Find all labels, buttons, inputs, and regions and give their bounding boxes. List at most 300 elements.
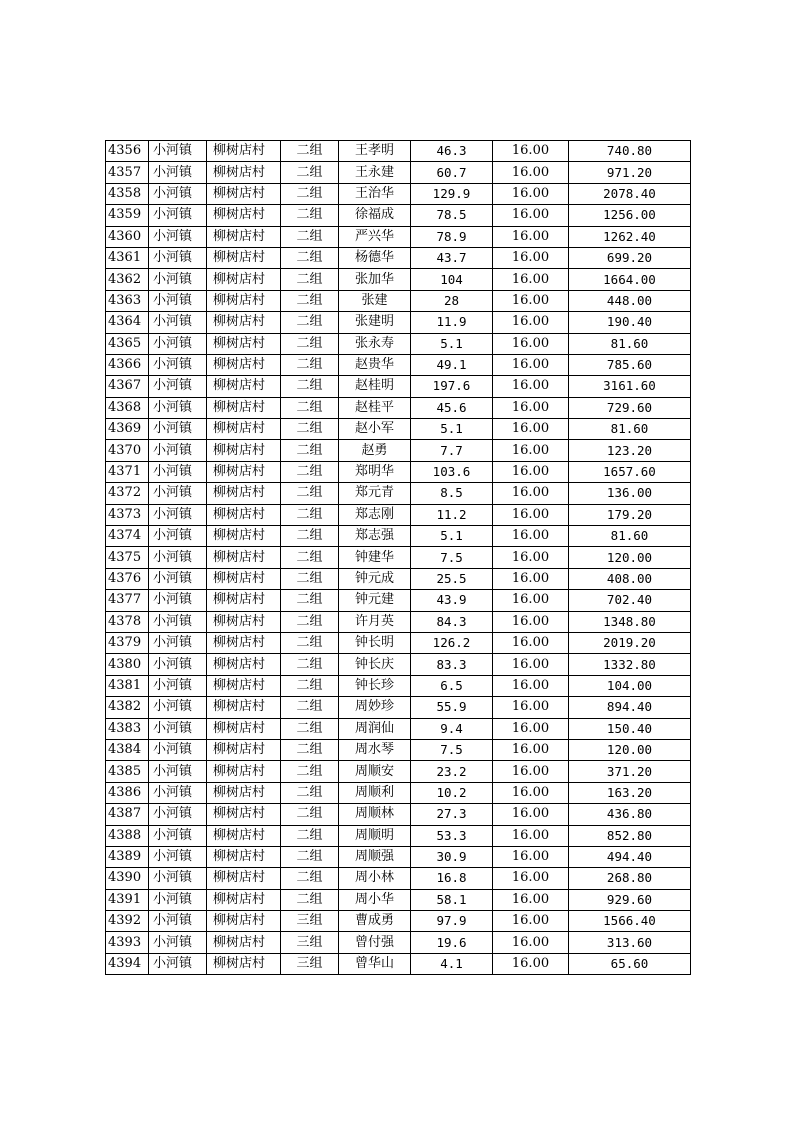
record-id-cell: 4363 xyxy=(106,290,149,311)
amount-cell: 494.40 xyxy=(569,846,691,867)
area-cell: 126.2 xyxy=(411,632,493,653)
town-cell: 小河镇 xyxy=(149,932,207,953)
rate-cell: 16.00 xyxy=(493,568,569,589)
name-cell: 周润仙 xyxy=(339,718,411,739)
area-cell: 25.5 xyxy=(411,568,493,589)
town-cell: 小河镇 xyxy=(149,269,207,290)
group-cell: 二组 xyxy=(281,205,339,226)
group-cell: 二组 xyxy=(281,739,339,760)
area-cell: 19.6 xyxy=(411,932,493,953)
town-cell: 小河镇 xyxy=(149,354,207,375)
rate-cell: 16.00 xyxy=(493,632,569,653)
town-cell: 小河镇 xyxy=(149,419,207,440)
rate-cell: 16.00 xyxy=(493,504,569,525)
area-cell: 84.3 xyxy=(411,611,493,632)
village-cell: 柳树店村 xyxy=(207,354,281,375)
rate-cell: 16.00 xyxy=(493,846,569,867)
table-row xyxy=(106,504,691,525)
record-id-cell: 4394 xyxy=(106,953,149,974)
town-cell: 小河镇 xyxy=(149,761,207,782)
town-cell: 小河镇 xyxy=(149,504,207,525)
record-id-cell: 4384 xyxy=(106,739,149,760)
rate-cell: 16.00 xyxy=(493,911,569,932)
name-cell: 钟长明 xyxy=(339,632,411,653)
area-cell: 11.2 xyxy=(411,504,493,525)
name-cell: 张加华 xyxy=(339,269,411,290)
town-cell: 小河镇 xyxy=(149,312,207,333)
area-cell: 9.4 xyxy=(411,718,493,739)
record-id-cell: 4388 xyxy=(106,825,149,846)
table-row xyxy=(106,654,691,675)
village-cell: 柳树店村 xyxy=(207,846,281,867)
village-cell: 柳树店村 xyxy=(207,953,281,974)
rate-cell: 16.00 xyxy=(493,804,569,825)
table-row xyxy=(106,761,691,782)
record-id-cell: 4374 xyxy=(106,526,149,547)
group-cell: 二组 xyxy=(281,290,339,311)
table-row xyxy=(106,568,691,589)
rate-cell: 16.00 xyxy=(493,269,569,290)
group-cell: 二组 xyxy=(281,718,339,739)
amount-cell: 81.60 xyxy=(569,419,691,440)
town-cell: 小河镇 xyxy=(149,547,207,568)
record-id-cell: 4378 xyxy=(106,611,149,632)
amount-cell: 1664.00 xyxy=(569,269,691,290)
town-cell: 小河镇 xyxy=(149,162,207,183)
group-cell: 二组 xyxy=(281,825,339,846)
area-cell: 8.5 xyxy=(411,483,493,504)
village-cell: 柳树店村 xyxy=(207,654,281,675)
area-cell: 78.9 xyxy=(411,226,493,247)
village-cell: 柳树店村 xyxy=(207,889,281,910)
group-cell: 二组 xyxy=(281,654,339,675)
village-cell: 柳树店村 xyxy=(207,568,281,589)
town-cell: 小河镇 xyxy=(149,911,207,932)
amount-cell: 136.00 xyxy=(569,483,691,504)
name-cell: 郑志强 xyxy=(339,526,411,547)
group-cell: 二组 xyxy=(281,611,339,632)
record-id-cell: 4386 xyxy=(106,782,149,803)
town-cell: 小河镇 xyxy=(149,461,207,482)
village-cell: 柳树店村 xyxy=(207,782,281,803)
town-cell: 小河镇 xyxy=(149,868,207,889)
table-row xyxy=(106,911,691,932)
area-cell: 104 xyxy=(411,269,493,290)
village-cell: 柳树店村 xyxy=(207,632,281,653)
name-cell: 许月英 xyxy=(339,611,411,632)
name-cell: 周水琴 xyxy=(339,739,411,760)
rate-cell: 16.00 xyxy=(493,590,569,611)
group-cell: 三组 xyxy=(281,953,339,974)
town-cell: 小河镇 xyxy=(149,226,207,247)
name-cell: 钟长庆 xyxy=(339,654,411,675)
group-cell: 二组 xyxy=(281,804,339,825)
group-cell: 二组 xyxy=(281,889,339,910)
table-row xyxy=(106,183,691,204)
rate-cell: 16.00 xyxy=(493,461,569,482)
rate-cell: 16.00 xyxy=(493,290,569,311)
village-cell: 柳树店村 xyxy=(207,419,281,440)
area-cell: 46.3 xyxy=(411,141,493,162)
amount-cell: 120.00 xyxy=(569,739,691,760)
group-cell: 二组 xyxy=(281,376,339,397)
town-cell: 小河镇 xyxy=(149,611,207,632)
village-cell: 柳树店村 xyxy=(207,183,281,204)
group-cell: 二组 xyxy=(281,183,339,204)
town-cell: 小河镇 xyxy=(149,483,207,504)
town-cell: 小河镇 xyxy=(149,953,207,974)
amount-cell: 371.20 xyxy=(569,761,691,782)
area-cell: 78.5 xyxy=(411,205,493,226)
rate-cell: 16.00 xyxy=(493,141,569,162)
table-row xyxy=(106,354,691,375)
amount-cell: 971.20 xyxy=(569,162,691,183)
table-row xyxy=(106,782,691,803)
town-cell: 小河镇 xyxy=(149,782,207,803)
amount-cell: 448.00 xyxy=(569,290,691,311)
village-cell: 柳树店村 xyxy=(207,162,281,183)
name-cell: 周妙珍 xyxy=(339,697,411,718)
village-cell: 柳树店村 xyxy=(207,376,281,397)
village-cell: 柳树店村 xyxy=(207,718,281,739)
name-cell: 郑明华 xyxy=(339,461,411,482)
village-cell: 柳树店村 xyxy=(207,397,281,418)
rate-cell: 16.00 xyxy=(493,718,569,739)
rate-cell: 16.00 xyxy=(493,183,569,204)
amount-cell: 81.60 xyxy=(569,333,691,354)
area-cell: 6.5 xyxy=(411,675,493,696)
group-cell: 二组 xyxy=(281,547,339,568)
table-row xyxy=(106,526,691,547)
amount-cell: 65.60 xyxy=(569,953,691,974)
name-cell: 赵勇 xyxy=(339,440,411,461)
record-id-cell: 4361 xyxy=(106,247,149,268)
village-cell: 柳树店村 xyxy=(207,333,281,354)
table-row xyxy=(106,312,691,333)
amount-cell: 313.60 xyxy=(569,932,691,953)
village-cell: 柳树店村 xyxy=(207,440,281,461)
town-cell: 小河镇 xyxy=(149,846,207,867)
name-cell: 张永寿 xyxy=(339,333,411,354)
area-cell: 23.2 xyxy=(411,761,493,782)
rate-cell: 16.00 xyxy=(493,547,569,568)
group-cell: 二组 xyxy=(281,162,339,183)
name-cell: 王治华 xyxy=(339,183,411,204)
record-id-cell: 4382 xyxy=(106,697,149,718)
record-id-cell: 4357 xyxy=(106,162,149,183)
amount-cell: 104.00 xyxy=(569,675,691,696)
area-cell: 49.1 xyxy=(411,354,493,375)
amount-cell: 2019.20 xyxy=(569,632,691,653)
record-id-cell: 4364 xyxy=(106,312,149,333)
village-cell: 柳树店村 xyxy=(207,290,281,311)
area-cell: 7.7 xyxy=(411,440,493,461)
name-cell: 王永建 xyxy=(339,162,411,183)
table-row xyxy=(106,440,691,461)
rate-cell: 16.00 xyxy=(493,354,569,375)
group-cell: 二组 xyxy=(281,269,339,290)
name-cell: 钟建华 xyxy=(339,547,411,568)
table-row xyxy=(106,632,691,653)
group-cell: 二组 xyxy=(281,504,339,525)
record-id-cell: 4367 xyxy=(106,376,149,397)
area-cell: 11.9 xyxy=(411,312,493,333)
name-cell: 赵小军 xyxy=(339,419,411,440)
group-cell: 二组 xyxy=(281,868,339,889)
area-cell: 43.7 xyxy=(411,247,493,268)
table-row xyxy=(106,269,691,290)
amount-cell: 699.20 xyxy=(569,247,691,268)
record-id-cell: 4356 xyxy=(106,141,149,162)
name-cell: 钟长珍 xyxy=(339,675,411,696)
rate-cell: 16.00 xyxy=(493,782,569,803)
amount-cell: 408.00 xyxy=(569,568,691,589)
table-row xyxy=(106,825,691,846)
area-cell: 45.6 xyxy=(411,397,493,418)
amount-cell: 120.00 xyxy=(569,547,691,568)
table-row xyxy=(106,889,691,910)
record-id-cell: 4358 xyxy=(106,183,149,204)
town-cell: 小河镇 xyxy=(149,697,207,718)
group-cell: 二组 xyxy=(281,632,339,653)
rate-cell: 16.00 xyxy=(493,376,569,397)
name-cell: 杨德华 xyxy=(339,247,411,268)
area-cell: 5.1 xyxy=(411,333,493,354)
name-cell: 周顺强 xyxy=(339,846,411,867)
record-id-cell: 4390 xyxy=(106,868,149,889)
table-row xyxy=(106,461,691,482)
table-row xyxy=(106,675,691,696)
group-cell: 二组 xyxy=(281,440,339,461)
rate-cell: 16.00 xyxy=(493,932,569,953)
group-cell: 二组 xyxy=(281,312,339,333)
table-row xyxy=(106,590,691,611)
name-cell: 徐福成 xyxy=(339,205,411,226)
rate-cell: 16.00 xyxy=(493,526,569,547)
amount-cell: 702.40 xyxy=(569,590,691,611)
table-row xyxy=(106,290,691,311)
town-cell: 小河镇 xyxy=(149,376,207,397)
group-cell: 二组 xyxy=(281,568,339,589)
name-cell: 严兴华 xyxy=(339,226,411,247)
village-cell: 柳树店村 xyxy=(207,590,281,611)
area-cell: 83.3 xyxy=(411,654,493,675)
town-cell: 小河镇 xyxy=(149,568,207,589)
amount-cell: 81.60 xyxy=(569,526,691,547)
area-cell: 129.9 xyxy=(411,183,493,204)
group-cell: 三组 xyxy=(281,911,339,932)
table-row xyxy=(106,611,691,632)
amount-cell: 1256.00 xyxy=(569,205,691,226)
town-cell: 小河镇 xyxy=(149,590,207,611)
group-cell: 二组 xyxy=(281,419,339,440)
area-cell: 60.7 xyxy=(411,162,493,183)
table-row xyxy=(106,804,691,825)
record-id-cell: 4368 xyxy=(106,397,149,418)
name-cell: 周小林 xyxy=(339,868,411,889)
town-cell: 小河镇 xyxy=(149,290,207,311)
record-id-cell: 4383 xyxy=(106,718,149,739)
name-cell: 钟元成 xyxy=(339,568,411,589)
rate-cell: 16.00 xyxy=(493,162,569,183)
town-cell: 小河镇 xyxy=(149,141,207,162)
record-id-cell: 4369 xyxy=(106,419,149,440)
rate-cell: 16.00 xyxy=(493,889,569,910)
rate-cell: 16.00 xyxy=(493,868,569,889)
amount-cell: 179.20 xyxy=(569,504,691,525)
record-id-cell: 4360 xyxy=(106,226,149,247)
table-row xyxy=(106,333,691,354)
record-id-cell: 4379 xyxy=(106,632,149,653)
record-id-cell: 4391 xyxy=(106,889,149,910)
record-id-cell: 4377 xyxy=(106,590,149,611)
data-table xyxy=(105,140,691,975)
group-cell: 二组 xyxy=(281,333,339,354)
record-id-cell: 4375 xyxy=(106,547,149,568)
amount-cell: 785.60 xyxy=(569,354,691,375)
table-row xyxy=(106,376,691,397)
village-cell: 柳树店村 xyxy=(207,526,281,547)
amount-cell: 163.20 xyxy=(569,782,691,803)
rate-cell: 16.00 xyxy=(493,226,569,247)
name-cell: 张建 xyxy=(339,290,411,311)
town-cell: 小河镇 xyxy=(149,654,207,675)
name-cell: 赵桂平 xyxy=(339,397,411,418)
name-cell: 周顺利 xyxy=(339,782,411,803)
town-cell: 小河镇 xyxy=(149,675,207,696)
table-row xyxy=(106,247,691,268)
village-cell: 柳树店村 xyxy=(207,932,281,953)
village-cell: 柳树店村 xyxy=(207,911,281,932)
village-cell: 柳树店村 xyxy=(207,504,281,525)
area-cell: 7.5 xyxy=(411,739,493,760)
area-cell: 103.6 xyxy=(411,461,493,482)
record-id-cell: 4389 xyxy=(106,846,149,867)
group-cell: 二组 xyxy=(281,846,339,867)
table-row xyxy=(106,483,691,504)
name-cell: 郑元青 xyxy=(339,483,411,504)
name-cell: 郑志刚 xyxy=(339,504,411,525)
area-cell: 58.1 xyxy=(411,889,493,910)
area-cell: 43.9 xyxy=(411,590,493,611)
table-row xyxy=(106,205,691,226)
village-cell: 柳树店村 xyxy=(207,675,281,696)
village-cell: 柳树店村 xyxy=(207,205,281,226)
rate-cell: 16.00 xyxy=(493,675,569,696)
name-cell: 周小华 xyxy=(339,889,411,910)
record-id-cell: 4393 xyxy=(106,932,149,953)
area-cell: 30.9 xyxy=(411,846,493,867)
record-id-cell: 4381 xyxy=(106,675,149,696)
amount-cell: 436.80 xyxy=(569,804,691,825)
area-cell: 10.2 xyxy=(411,782,493,803)
town-cell: 小河镇 xyxy=(149,333,207,354)
table-row xyxy=(106,397,691,418)
record-id-cell: 4380 xyxy=(106,654,149,675)
name-cell: 赵桂明 xyxy=(339,376,411,397)
town-cell: 小河镇 xyxy=(149,440,207,461)
town-cell: 小河镇 xyxy=(149,183,207,204)
rate-cell: 16.00 xyxy=(493,440,569,461)
amount-cell: 268.80 xyxy=(569,868,691,889)
amount-cell: 1566.40 xyxy=(569,911,691,932)
group-cell: 二组 xyxy=(281,141,339,162)
town-cell: 小河镇 xyxy=(149,205,207,226)
rate-cell: 16.00 xyxy=(493,397,569,418)
record-id-cell: 4359 xyxy=(106,205,149,226)
area-cell: 55.9 xyxy=(411,697,493,718)
group-cell: 二组 xyxy=(281,483,339,504)
village-cell: 柳树店村 xyxy=(207,739,281,760)
village-cell: 柳树店村 xyxy=(207,269,281,290)
area-cell: 5.1 xyxy=(411,526,493,547)
table-row xyxy=(106,697,691,718)
town-cell: 小河镇 xyxy=(149,825,207,846)
table-row xyxy=(106,846,691,867)
amount-cell: 2078.40 xyxy=(569,183,691,204)
record-id-cell: 4365 xyxy=(106,333,149,354)
village-cell: 柳树店村 xyxy=(207,247,281,268)
rate-cell: 16.00 xyxy=(493,205,569,226)
name-cell: 周顺明 xyxy=(339,825,411,846)
rate-cell: 16.00 xyxy=(493,247,569,268)
name-cell: 王孝明 xyxy=(339,141,411,162)
record-id-cell: 4385 xyxy=(106,761,149,782)
table-row xyxy=(106,419,691,440)
rate-cell: 16.00 xyxy=(493,312,569,333)
village-cell: 柳树店村 xyxy=(207,461,281,482)
amount-cell: 740.80 xyxy=(569,141,691,162)
record-id-cell: 4370 xyxy=(106,440,149,461)
area-cell: 97.9 xyxy=(411,911,493,932)
rate-cell: 16.00 xyxy=(493,697,569,718)
record-id-cell: 4362 xyxy=(106,269,149,290)
table-row xyxy=(106,162,691,183)
table-row xyxy=(106,141,691,162)
name-cell: 曹成勇 xyxy=(339,911,411,932)
town-cell: 小河镇 xyxy=(149,632,207,653)
name-cell: 赵贵华 xyxy=(339,354,411,375)
village-cell: 柳树店村 xyxy=(207,611,281,632)
village-cell: 柳树店村 xyxy=(207,868,281,889)
group-cell: 二组 xyxy=(281,247,339,268)
village-cell: 柳树店村 xyxy=(207,547,281,568)
name-cell: 张建明 xyxy=(339,312,411,333)
village-cell: 柳树店村 xyxy=(207,761,281,782)
group-cell: 二组 xyxy=(281,761,339,782)
amount-cell: 1262.40 xyxy=(569,226,691,247)
record-id-cell: 4392 xyxy=(106,911,149,932)
group-cell: 二组 xyxy=(281,461,339,482)
group-cell: 二组 xyxy=(281,397,339,418)
rate-cell: 16.00 xyxy=(493,953,569,974)
table-row xyxy=(106,953,691,974)
group-cell: 二组 xyxy=(281,675,339,696)
town-cell: 小河镇 xyxy=(149,526,207,547)
name-cell: 周顺安 xyxy=(339,761,411,782)
group-cell: 二组 xyxy=(281,526,339,547)
area-cell: 4.1 xyxy=(411,953,493,974)
name-cell: 曾华山 xyxy=(339,953,411,974)
record-id-cell: 4366 xyxy=(106,354,149,375)
rate-cell: 16.00 xyxy=(493,761,569,782)
amount-cell: 1348.80 xyxy=(569,611,691,632)
area-cell: 28 xyxy=(411,290,493,311)
record-id-cell: 4371 xyxy=(106,461,149,482)
table-row xyxy=(106,547,691,568)
amount-cell: 190.40 xyxy=(569,312,691,333)
name-cell: 周顺林 xyxy=(339,804,411,825)
